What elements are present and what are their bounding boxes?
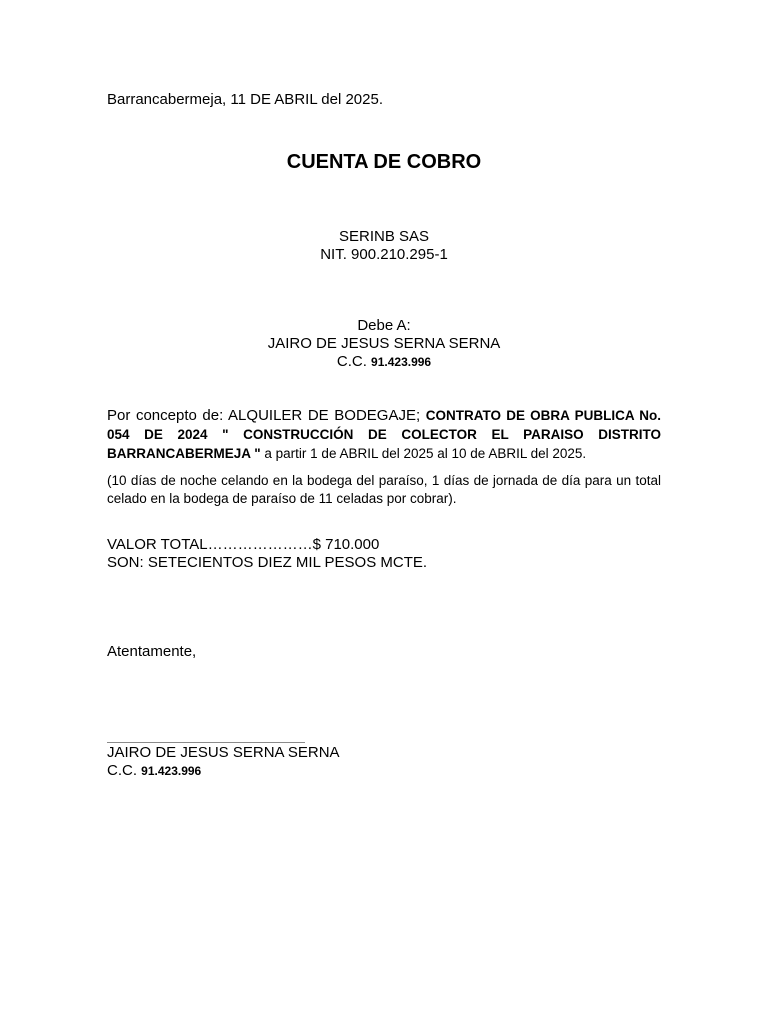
creditor-name: JAIRO DE JESUS SERNA SERNA — [267, 335, 501, 352]
document-title: CUENTA DE COBRO — [286, 151, 482, 173]
concept-detail: (10 días de noche celando en la bodega del paraíso, 1 días de jornada de día para un total celado en la bodega de paraíso de 11 celadas por cobrar). — [107, 473, 661, 506]
closing-salutation: Atentamente, — [107, 643, 197, 660]
creditor-id — [0, 353, 768, 371]
debtor-nit: NIT. 900.210.295-1 — [320, 246, 448, 263]
debtor-name: SERINB SAS — [338, 228, 430, 245]
amount-block — [107, 536, 427, 572]
concept-label: Por concepto de: ALQUILER DE BODEGAJE; — [107, 407, 426, 424]
concept-paragraph — [107, 406, 661, 463]
signer-cc-label: C.C. — [107, 762, 142, 779]
concept-contract: CONTRATO DE OBRA PUBLICA No. 054 DE 2024 " CONSTRUCCIÓN DE COLECTOR EL PARAISO DISTRITO BARRANCABERMEJA " — [107, 408, 662, 461]
signature-line — [107, 742, 305, 743]
total-value: VALOR TOTAL…………………$ 710.000 — [107, 536, 380, 553]
creditor-cc-label: C.C. — [336, 353, 372, 370]
place-date: Barrancabermeja, 11 DE ABRIL del 2025. — [107, 91, 383, 108]
signer-name: JAIRO DE JESUS SERNA SERNA — [107, 744, 340, 761]
amount-in-words: SON: SETECIENTOS DIEZ MIL PESOS MCTE. — [107, 554, 428, 571]
creditor-intro: Debe A: — [357, 317, 411, 334]
creditor-cc-number: 91.423.996 — [371, 355, 432, 369]
debtor-block — [0, 228, 768, 264]
signature-block — [107, 744, 340, 780]
signer-id — [107, 762, 340, 780]
creditor-block — [0, 317, 768, 371]
concept-period: a partir 1 de ABRIL del 2025 al 10 de ABRIL del 2025. — [264, 446, 587, 461]
signer-cc-number: 91.423.996 — [141, 764, 202, 778]
